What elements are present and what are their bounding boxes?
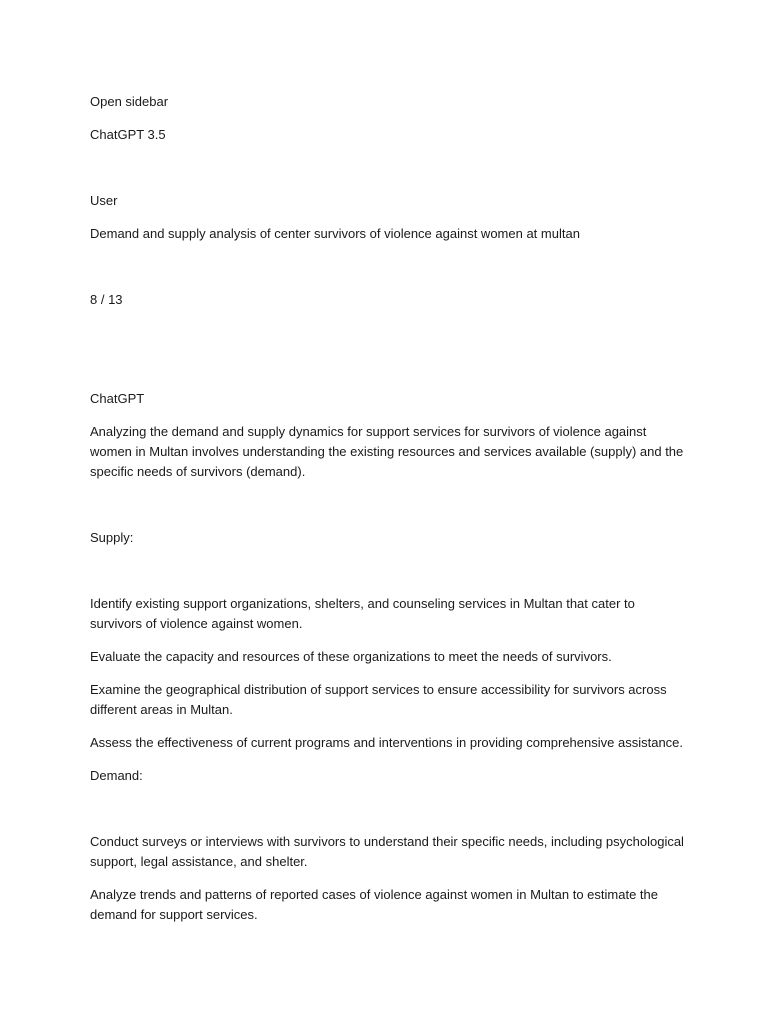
supply-item: Assess the effectiveness of current programs and interventions in providing comprehensive assistance. [90,735,684,750]
model-name: ChatGPT 3.5 [90,127,166,142]
demand-heading: Demand: [90,768,143,783]
open-sidebar-link[interactable]: Open sidebar [90,94,169,109]
supply-item: Identify existing support organizations, shelters, and counseling services in Multan that cater to survivors of violence against women. [90,596,635,631]
demand-item: Analyze trends and patterns of reported cases of violence against women in Multan to estimate the demand for support services. [90,887,658,922]
demand-item: Conduct surveys or interviews with survivors to understand their specific needs, including psychological support, legal assistance, and shelter. [90,834,684,869]
supply-item: Evaluate the capacity and resources of these organizations to meet the needs of survivors. [90,649,612,664]
user-message: Demand and supply analysis of center survivors of violence against women at multan [90,226,580,241]
user-label: User [90,193,118,208]
response-pager: 8 / 13 [90,292,123,307]
supply-heading: Supply: [90,530,134,545]
document-page [90,92,690,938]
assistant-intro: Analyzing the demand and supply dynamics for support services for survivors of violence against women in Multan involves understanding the existing resources and services available (supply) and the specific needs of survivors (demand). [90,424,684,479]
assistant-label: ChatGPT [90,391,145,406]
supply-item: Examine the geographical distribution of support services to ensure accessibility for survivors across different areas in Multan. [90,682,667,717]
